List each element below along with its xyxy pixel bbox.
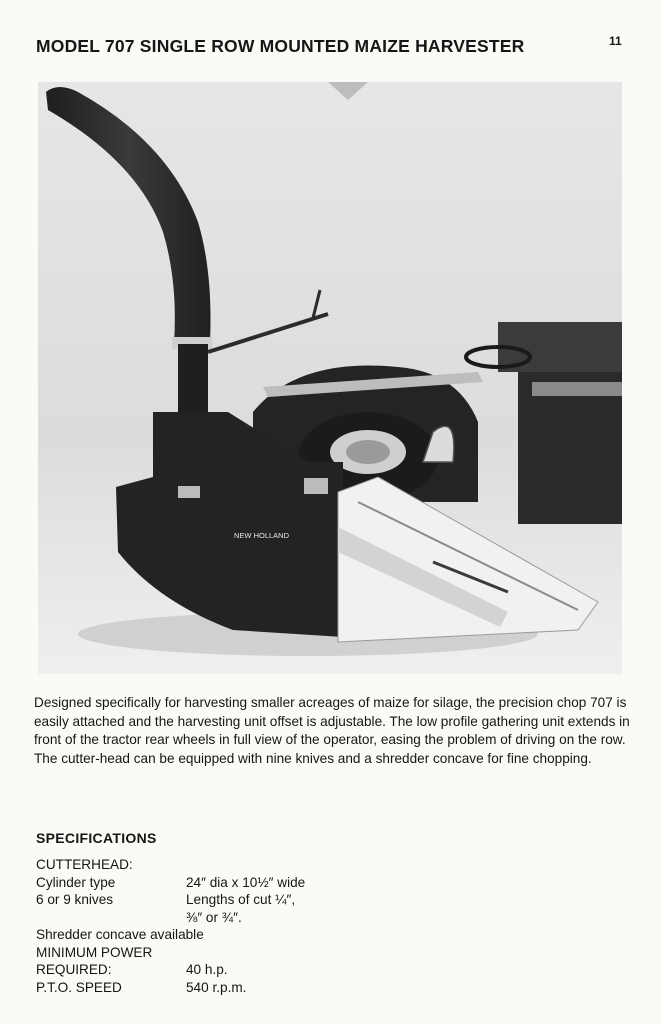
harvester-photo xyxy=(38,82,622,674)
page-number: 11 xyxy=(609,34,622,48)
min-power-label-1: MINIMUM POWER xyxy=(36,944,153,960)
cut-length-value-1: Lengths of cut ¼″, xyxy=(186,892,296,907)
cutterhead-label: CUTTERHEAD: xyxy=(36,857,133,872)
knives-label: 6 or 9 knives xyxy=(36,892,114,907)
brand-decal: NEW HOLLAND xyxy=(234,531,290,540)
specifications-list xyxy=(36,856,436,996)
pto-speed-value: 540 r.p.m. xyxy=(186,979,247,995)
cylinder-type-label: Cylinder type xyxy=(36,874,116,890)
min-power-value: 40 h.p. xyxy=(186,962,228,977)
shredder-note: Shredder concave available xyxy=(36,927,204,942)
specifications-heading: SPECIFICATIONS xyxy=(36,830,157,846)
cylinder-type-value: 24″ dia x 10½″ wide xyxy=(186,874,306,890)
pto-speed-label: P.T.O. SPEED xyxy=(36,979,122,995)
cut-length-value-2: ⅜″ or ¾″. xyxy=(186,909,242,925)
min-power-label-2: REQUIRED: xyxy=(36,962,112,977)
description-paragraph: Designed specifically for harvesting smaller acreages of maize for silage, the precision chop 707 is easily attached and the harvesting unit offset is adjustable. The low profile gathering unit extends in front of the tractor rear wheels in full view of the operator, easing the problem of driving on the row. The cutter-head can be equipped with nine knives and a shredder concave for fine chopping. xyxy=(34,695,630,766)
page-title: MODEL 707 SINGLE ROW MOUNTED MAIZE HARVESTER xyxy=(36,36,525,56)
